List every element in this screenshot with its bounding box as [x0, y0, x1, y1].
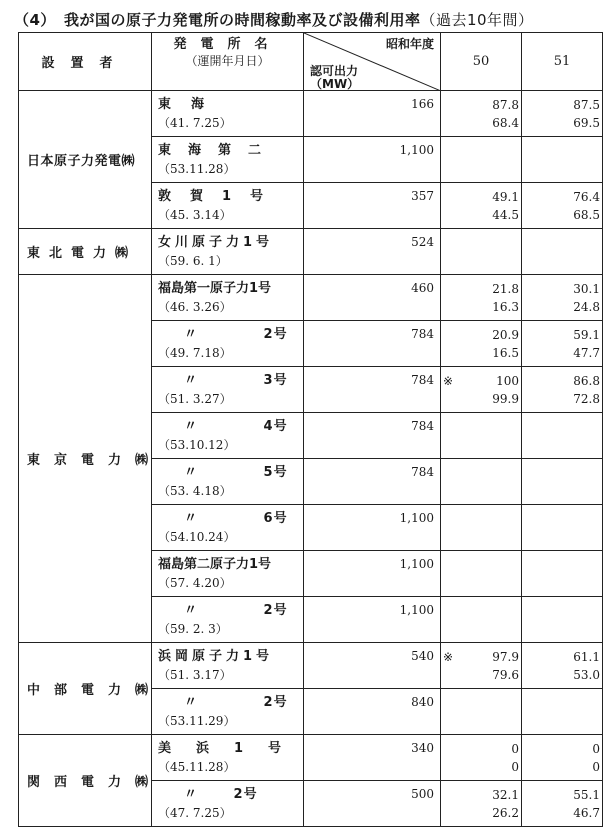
plant-cell: [152, 781, 304, 827]
rate-51: [522, 781, 603, 827]
capacity-cell: 357: [304, 183, 441, 229]
plant-date: （53. 4.18）: [158, 484, 232, 498]
capacity-cell: 784: [304, 321, 441, 367]
capacity-cell: 1,100: [304, 505, 441, 551]
capacity-cell: 540: [304, 643, 441, 689]
time-rate: 20.9: [492, 328, 519, 342]
util-rate: 99.9: [492, 392, 519, 406]
rate-51: [522, 689, 603, 735]
plant-cell: [152, 597, 304, 643]
page-title: [14, 9, 534, 30]
time-rate: 87.5: [573, 98, 600, 112]
rate-50: [441, 183, 522, 229]
util-rate: 16.5: [492, 346, 519, 360]
time-rate: 86.8: [573, 374, 600, 388]
plant-date: （54.10.24）: [158, 530, 236, 544]
plant-cell: [152, 689, 304, 735]
header-capacity: [304, 33, 441, 91]
table-row: [19, 275, 603, 321]
capacity-cell: 500: [304, 781, 441, 827]
util-rate: 68.5: [573, 208, 600, 222]
rate-50: [441, 551, 522, 597]
plant-cell: [152, 275, 304, 321]
util-rate: 53.0: [573, 668, 600, 682]
note-mark: ※: [443, 374, 454, 388]
capacity-cell: 460: [304, 275, 441, 321]
header-capacity-line1: 認可出力: [310, 64, 359, 78]
plant-rate-table: [18, 32, 603, 827]
time-rate: 32.1: [492, 788, 519, 802]
util-rate: 44.5: [492, 208, 519, 222]
plant-cell: [152, 137, 304, 183]
util-rate: 0: [511, 760, 519, 774]
util-rate: 47.7: [573, 346, 600, 360]
plant-cell: [152, 183, 304, 229]
plant-date: （59. 2. 3）: [158, 622, 228, 636]
capacity-cell: 784: [304, 367, 441, 413]
time-rate: 0: [592, 742, 600, 756]
rate-51: [522, 367, 603, 413]
plant-date: （51. 3.17）: [158, 668, 232, 682]
header-year-50: 50: [441, 33, 522, 91]
owner-chubu: 中部電力㈱: [19, 643, 152, 735]
util-rate: 0: [592, 760, 600, 774]
plant-name: 東海: [158, 97, 225, 112]
util-rate: 79.6: [492, 668, 519, 682]
rate-51: [522, 597, 603, 643]
capacity-cell: 784: [304, 413, 441, 459]
table-row: [19, 91, 603, 137]
plant-name: 浜岡原子力1号: [158, 649, 274, 664]
util-rate: 72.8: [573, 392, 600, 406]
plant-date: （59. 6. 1）: [158, 254, 228, 268]
title-number: （4）: [14, 11, 56, 29]
plant-name: 東海第二: [158, 143, 279, 158]
rate-51: [522, 137, 603, 183]
time-rate: 0: [511, 742, 519, 756]
owner-japc: 日本原子力発電㈱: [19, 91, 152, 229]
time-rate: 59.1: [573, 328, 600, 342]
plant-name: 敦賀1号: [158, 189, 283, 204]
plant-name: 女川原子力1号: [158, 235, 274, 250]
rate-51: [522, 229, 603, 275]
header-plant-sub: （運開年月日）: [185, 54, 270, 68]
plant-name: 〃 3号: [184, 373, 288, 388]
plant-date: （53.11.28）: [158, 162, 236, 176]
time-rate: 21.8: [492, 282, 519, 296]
header-row: [19, 33, 603, 91]
plant-cell: [152, 551, 304, 597]
capacity-cell: 784: [304, 459, 441, 505]
rate-51: [522, 551, 603, 597]
rate-50: [441, 413, 522, 459]
plant-date: （45.11.28）: [158, 760, 236, 774]
rate-51: [522, 91, 603, 137]
plant-cell: [152, 91, 304, 137]
rate-50: [441, 137, 522, 183]
capacity-cell: 1,100: [304, 597, 441, 643]
rate-51: [522, 643, 603, 689]
capacity-cell: 840: [304, 689, 441, 735]
rate-51: [522, 183, 603, 229]
plant-date: （46. 3.26）: [158, 300, 232, 314]
rate-50: [441, 735, 522, 781]
title-paren: （過去10年間）: [420, 11, 534, 29]
plant-cell: [152, 643, 304, 689]
header-capacity-line2: （MW）: [310, 77, 360, 91]
time-rate: 87.8: [492, 98, 519, 112]
rate-50: [441, 229, 522, 275]
util-rate: 68.4: [492, 116, 519, 130]
time-rate: 30.1: [573, 282, 600, 296]
capacity-cell: 524: [304, 229, 441, 275]
rate-50: [441, 459, 522, 505]
rate-50: [441, 505, 522, 551]
table-row: [19, 229, 603, 275]
header-era: 昭和年度: [385, 37, 434, 51]
util-rate: 46.7: [573, 806, 600, 820]
rate-50: [441, 367, 522, 413]
time-rate: ※ 100: [443, 374, 519, 388]
capacity-cell: 1,100: [304, 137, 441, 183]
table-row: [19, 735, 603, 781]
rate-51: [522, 735, 603, 781]
time-rate: 76.4: [573, 190, 600, 204]
plant-name: 〃 4号: [184, 419, 288, 434]
plant-date: （45. 3.14）: [158, 208, 232, 222]
plant-name: 〃 2号: [184, 787, 258, 802]
header-owner: 設置者: [19, 33, 152, 91]
rate-50: [441, 275, 522, 321]
plant-cell: [152, 321, 304, 367]
util-rate: 26.2: [492, 806, 519, 820]
plant-name: 美浜1号: [158, 741, 307, 756]
header-year-51: 51: [522, 33, 603, 91]
time-rate: 55.1: [573, 788, 600, 802]
owner-kansai: 関西電力㈱: [19, 735, 152, 827]
util-rate: 69.5: [573, 116, 600, 130]
header-plant: [152, 33, 304, 91]
plant-cell: [152, 229, 304, 275]
util-rate: 24.8: [573, 300, 600, 314]
plant-name: 〃 5号: [184, 465, 288, 480]
plant-cell: [152, 459, 304, 505]
rate-51: [522, 275, 603, 321]
plant-name: 〃 2号: [184, 695, 288, 710]
capacity-cell: 166: [304, 91, 441, 137]
plant-cell: [152, 413, 304, 459]
plant-cell: [152, 505, 304, 551]
capacity-cell: 340: [304, 735, 441, 781]
header-capacity-label: [310, 65, 359, 91]
owner-tepco: 東京電力㈱: [19, 275, 152, 643]
time-rate: 49.1: [492, 190, 519, 204]
header-plant-name: 発電所名: [173, 37, 282, 52]
plant-name: 福島第一原子力1号: [158, 281, 272, 296]
rate-50: [441, 643, 522, 689]
rate-51: [522, 321, 603, 367]
capacity-cell: 1,100: [304, 551, 441, 597]
plant-date: （47. 7.25）: [158, 806, 232, 820]
plant-date: （53.10.12）: [158, 438, 236, 452]
title-main: 我が国の原子力発電所の時間稼動率及び設備利用率: [63, 11, 421, 29]
plant-name: 〃 2号: [184, 603, 288, 618]
rate-51: [522, 459, 603, 505]
plant-name: 福島第二原子力1号: [158, 557, 272, 572]
table-row: [19, 643, 603, 689]
rate-50: [441, 321, 522, 367]
rate-50: [441, 597, 522, 643]
plant-date: （49. 7.18）: [158, 346, 232, 360]
rate-50: [441, 91, 522, 137]
note-mark: ※: [443, 650, 454, 664]
plant-date: （53.11.29）: [158, 714, 236, 728]
rate-51: [522, 505, 603, 551]
plant-name: 〃 2号: [184, 327, 288, 342]
plant-name: 〃 6号: [184, 511, 288, 526]
plant-cell: [152, 735, 307, 781]
owner-tohoku: 東北電力㈱: [19, 229, 152, 275]
util-rate: 16.3: [492, 300, 519, 314]
time-rate: 61.1: [573, 650, 600, 664]
rate-50: [441, 689, 522, 735]
plant-date: （41. 7.25）: [158, 116, 232, 130]
plant-date: （51. 3.27）: [158, 392, 232, 406]
time-rate: ※ 97.9: [443, 650, 519, 664]
rate-51: [522, 413, 603, 459]
plant-cell: [152, 367, 304, 413]
rate-50: [441, 781, 522, 827]
plant-date: （57. 4.20）: [158, 576, 232, 590]
